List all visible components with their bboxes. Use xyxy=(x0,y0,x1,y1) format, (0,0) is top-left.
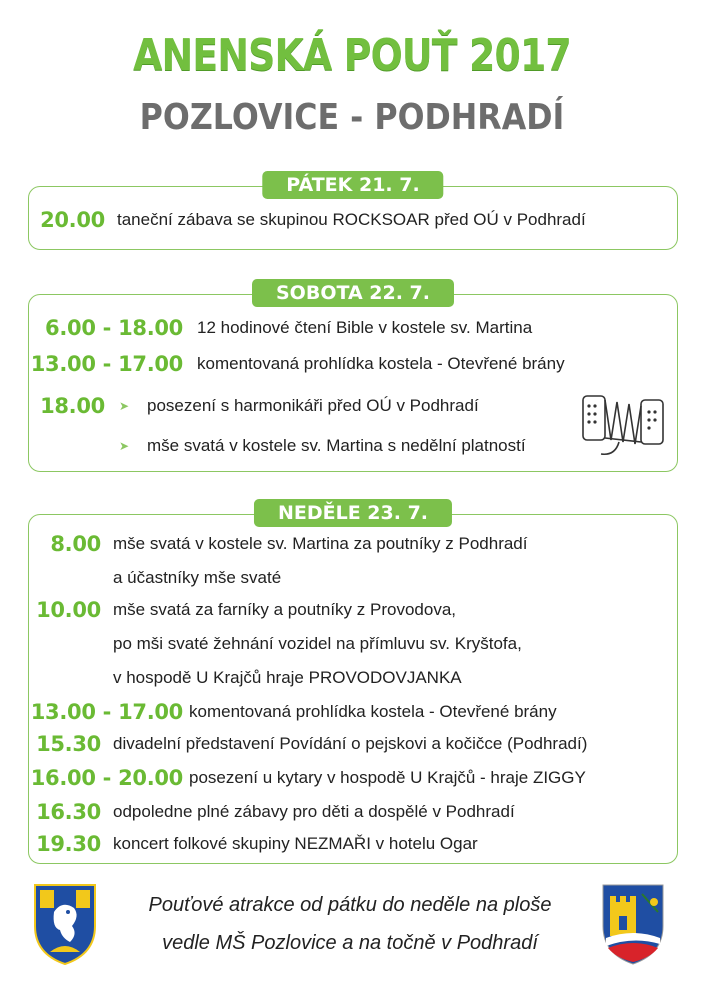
schedule-time: 16.00 - 20.00 xyxy=(30,766,183,790)
schedule-text: divadelní představení Povídání o pejskovi a kočičce (Podhradí) xyxy=(113,734,588,753)
schedule-text: posezení u kytary v hospodě U Krajčů - hraje ZIGGY xyxy=(189,768,586,787)
schedule-text: komentovaná prohlídka kostela - Otevřené brány xyxy=(189,702,557,721)
sunday-section xyxy=(28,502,678,864)
schedule-text: mše svatá v kostele sv. Martina za poutníky z Podhradí xyxy=(113,534,528,553)
friday-day-label: PÁTEK 21. 7. xyxy=(262,171,443,199)
schedule-time: 18.00 xyxy=(40,394,105,418)
saturday-day-label: SOBOTA 22. 7. xyxy=(252,279,454,307)
schedule-row xyxy=(29,763,586,793)
schedule-text: mše svatá za farníky a poutníky z Provodova, xyxy=(113,600,456,619)
footer-line-1: Pouťové atrakce od pátku do neděle na ploše xyxy=(148,894,552,916)
schedule-text: mše svatá v kostele sv. Martina s nedělní platností xyxy=(147,436,526,455)
schedule-row xyxy=(29,349,565,379)
poster-subtitle: POZLOVICE - PODHRADÍ xyxy=(139,97,565,138)
schedule-text: 12 hodinové čtení Bible v kostele sv. Martina xyxy=(197,318,533,337)
schedule-row xyxy=(29,663,462,693)
schedule-text: komentovaná prohlídka kostela - Otevřené brány xyxy=(197,354,565,373)
schedule-time: 13.00 - 17.00 xyxy=(30,352,183,376)
podhradi-crest-icon xyxy=(600,882,666,966)
schedule-time: 13.00 - 17.00 xyxy=(30,700,183,724)
arrow-bullet-icon: ➤ xyxy=(119,439,130,453)
schedule-row xyxy=(29,313,532,343)
schedule-text: a účastníky mše svaté xyxy=(113,568,282,587)
footer xyxy=(0,882,704,972)
schedule-time: 19.30 xyxy=(36,832,101,856)
schedule-text: v hospodě U Krajčů hraje PROVODOVJANKA xyxy=(113,668,462,687)
arrow-bullet-icon: ➤ xyxy=(119,399,130,413)
schedule-row xyxy=(29,391,479,421)
schedule-row xyxy=(29,797,515,827)
schedule-time: 8.00 xyxy=(50,532,101,556)
schedule-time: 16.30 xyxy=(36,800,101,824)
schedule-row xyxy=(29,829,478,859)
sunday-day-label: NEDĚLE 23. 7. xyxy=(254,499,452,527)
schedule-row xyxy=(29,563,281,593)
pozlovice-crest-icon xyxy=(32,882,98,966)
schedule-time: 20.00 xyxy=(40,208,105,232)
schedule-row xyxy=(29,205,586,235)
schedule-text: taneční zábava se skupinou ROCKSOAR před OÚ v Podhradí xyxy=(117,210,586,229)
schedule-row xyxy=(29,697,557,727)
schedule-text: po mši svaté žehnání vozidel na přímluvu sv. Kryštofa, xyxy=(113,634,522,653)
schedule-row xyxy=(29,431,526,461)
schedule-time: 15.30 xyxy=(36,732,101,756)
schedule-row xyxy=(29,595,456,625)
schedule-row xyxy=(29,529,527,559)
saturday-section xyxy=(28,282,678,472)
accordion-icon xyxy=(579,390,671,460)
friday-section xyxy=(28,174,678,250)
schedule-text: koncert folkové skupiny NEZMAŘI v hotelu Ogar xyxy=(113,834,478,853)
schedule-text: posezení s harmonikáři před OÚ v Podhradí xyxy=(147,396,479,415)
schedule-row xyxy=(29,629,522,659)
schedule-time: 6.00 - 18.00 xyxy=(45,316,183,340)
schedule-text: odpoledne plné zábavy pro děti a dospělé v Podhradí xyxy=(113,802,515,821)
poster-title: ANENSKÁ POUŤ 2017 xyxy=(133,30,571,81)
footer-line-2: vedle MŠ Pozlovice a na točně v Podhradí xyxy=(162,932,538,954)
schedule-time: 10.00 xyxy=(36,598,101,622)
schedule-row xyxy=(29,729,587,759)
